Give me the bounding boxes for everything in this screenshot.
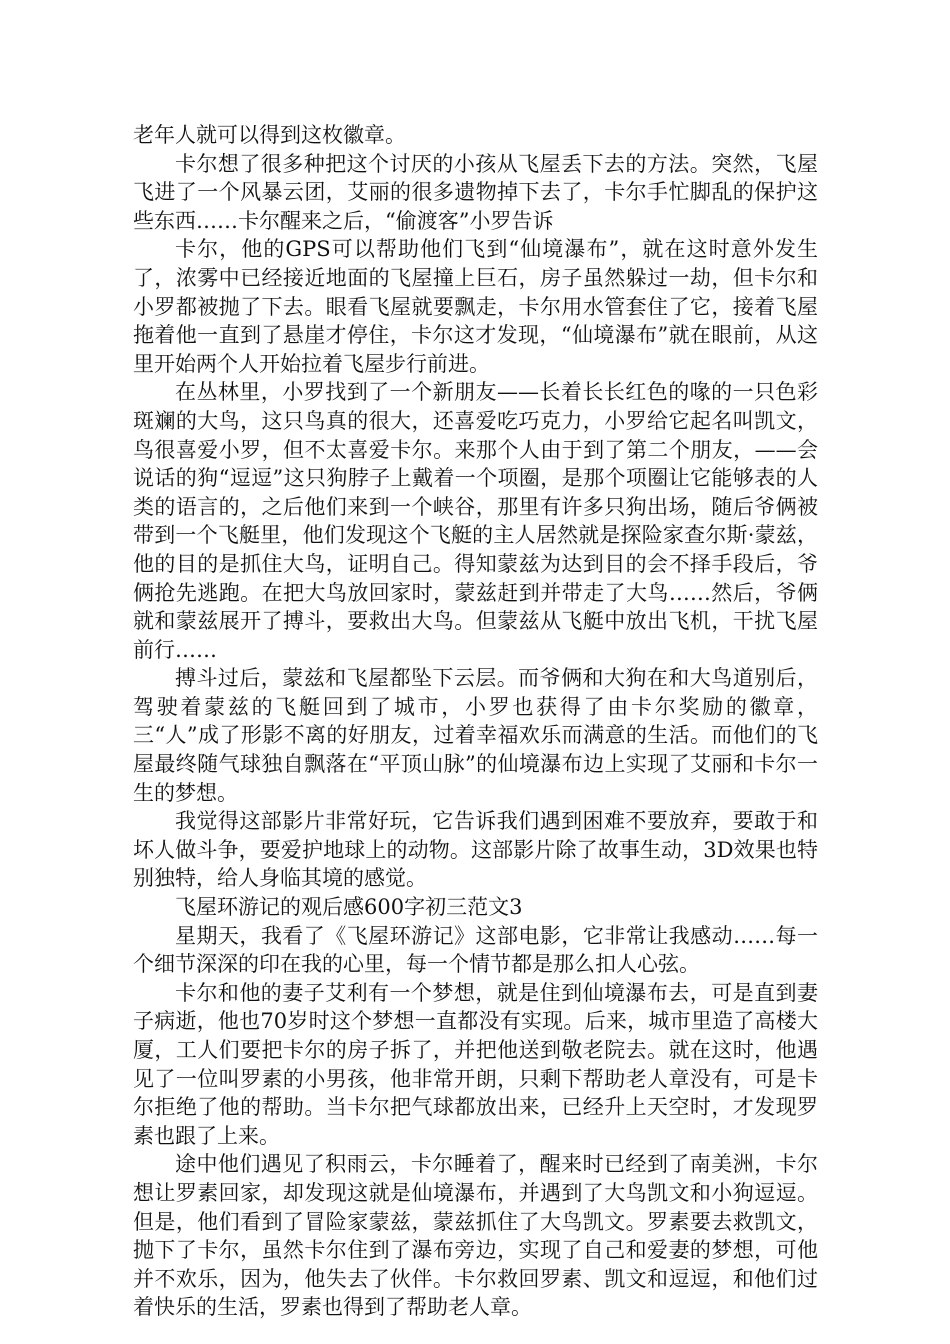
paragraph-7: 星期天，我看了《飞屋环游记》这部电影，它非常让我感动……每一个细节深深的印在我的心里，每一个情节都是那么扣人心弦。 [133,923,818,977]
paragraph-4: 在丛林里，小罗找到了一个新朋友——长着长长红色的喙的一只色彩斑斓的大鸟，这只鸟真的很大，还喜爱吃巧克力，小罗给它起名叫凯文，鸟很喜爱小罗，但不太喜爱卡尔。来那个人由于到了第二个朋友，——会说话的狗“逗逗”这只狗脖子上戴着一个项圈，是那个项圈让它能够表的人类的语言的，之后他们来到一个峡谷，那里有许多只狗出场，随后爷俩被带到一个飞艇里，他们发现这个飞艇的主人居然就是探险家查尔斯·蒙兹，他的目的是抓住大鸟，证明自己。得知蒙兹为达到目的会不择手段后，爷俩抢先逃跑。在把大鸟放回家时，蒙兹赶到并带走了大鸟……然后，爷俩就和蒙兹展开了搏斗，要救出大鸟。但蒙兹从飞艇中放出飞机，干扰飞屋前行…… [133,380,818,662]
paragraph-1: 老年人就可以得到这枚徽章。 [133,123,406,147]
paragraph-9: 途中他们遇见了积雨云，卡尔睡着了，醒来时已经到了南美洲，卡尔想让罗素回家，却发现这就是仙境瀑布，并遇到了大鸟凯文和小狗逗逗。但是，他们看到了冒险家蒙兹，蒙兹抓住了大鸟凯文。罗素要去救凯文，抛下了卡尔，虽然卡尔住到了瀑布旁边，实现了自己和爱妻的梦想，可他并不欢乐，因为，他失去了伙伴。卡尔救回罗素、凯文和逗逗，和他们过着快乐的生活，罗素也得到了帮助老人章。 [133,1152,818,1320]
paragraph-8: 卡尔和他的妻子艾利有一个梦想，就是住到仙境瀑布去，可是直到妻子病逝，他也70岁时这个梦想一直都没有实现。后来，城市里造了高楼大厦，工人们要把卡尔的房子拆了，并把他送到敬老院去。就在这时，他遇见了一位叫罗素的小男孩，他非常开朗，只剩下帮助老人章没有，可是卡尔拒绝了他的帮助。当卡尔把气球都放出来，已经升上天空时，才发现罗素也跟了上来。 [133,980,818,1148]
section-heading: 飞屋环游记的观后感600字初三范文3 [175,895,523,920]
paragraph-5: 搏斗过后，蒙兹和飞屋都坠下云层。而爷俩和大狗在和大鸟道别后，驾驶着蒙兹的飞艇回到了城市，小罗也获得了由卡尔奖励的徽章，三“人”成了形影不离的好朋友，过着幸福欢乐而满意的生活。而他们的飞屋最终随气球独自飘落在“平顶山脉”的仙境瀑布边上实现了艾丽和卡尔一生的梦想。 [133,666,818,805]
body-text [133,121,818,1322]
paragraph-2: 卡尔想了很多种把这个讨厌的小孩从飞屋丢下去的方法。突然，飞屋飞进了一个风暴云团，艾丽的很多遗物掉下去了，卡尔手忙脚乱的保护这些东西……卡尔醒来之后，“偷渡客”小罗告诉 [133,151,818,233]
paragraph-3: 卡尔，他的GPS可以帮助他们飞到“仙境瀑布”，就在这时意外发生了，浓雾中已经接近地面的飞屋撞上巨石，房子虽然躲过一劫，但卡尔和小罗都被抛了下去。眼看飞屋就要飘走，卡尔用水管套住了它，接着飞屋拖着他一直到了悬崖才停住，卡尔这才发现，“仙境瀑布”就在眼前，从这里开始两个人开始拉着飞屋步行前进。 [133,237,818,376]
paragraph-6: 我觉得这部影片非常好玩，它告诉我们遇到困难不要放弃，要敢于和坏人做斗争，要爱护地球上的动物。这部影片除了故事生动，3D效果也特别独特，给人身临其境的感觉。 [133,809,818,891]
